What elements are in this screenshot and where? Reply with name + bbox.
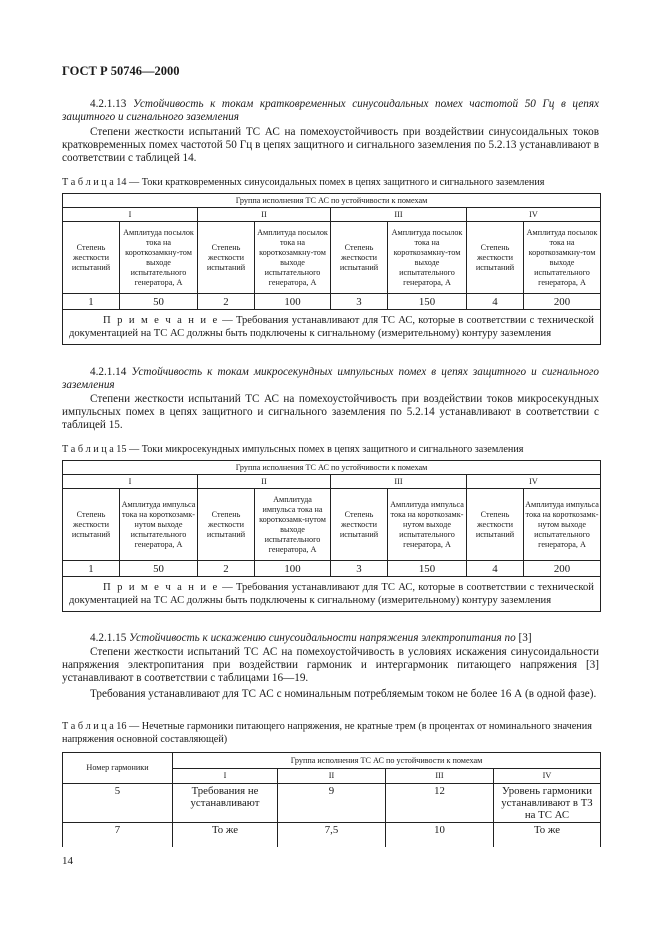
group-label: I [173, 769, 278, 784]
table-cell: Уровень гармоники устанавливают в ТЗ на ТС АС [494, 784, 601, 823]
table-cell: То же [173, 823, 278, 848]
section-4-2-1-13-body: Степени жесткости испытаний ТС АС на помехоустойчивость при воздействии синусоидальных токов кратковременных помех частотой 50 Гц в цепях защитного и сигнального заземления по 5.2.13 устанавливают в соответствии с таблицей 14. [62, 126, 599, 165]
column-header: Амплитуда посылок тока на короткозамкну-том выходе испытательного генератора, А [120, 222, 198, 294]
column-header: Амплитуда посылок тока на короткозамкну-том выходе испытательного генератора, А [255, 222, 331, 294]
table-cell: 4 [467, 294, 524, 310]
group-header: Группа исполнения ТС АС по устойчивости к помехам [63, 461, 601, 475]
group-header: Группа исполнения ТС АС по устойчивости к помехам [63, 194, 601, 208]
table-14 [62, 193, 601, 345]
section-4-2-1-15-body: Степени жесткости испытаний ТС АС на помехоустойчивость в условиях искажения синусоидальности напряжения электропитания при воздействии гармоник и интергармоник питающего напряжения [3] устанавливают в соответствии с таблицами 16—19. [62, 646, 599, 685]
group-label: III [331, 208, 467, 222]
group-header: Группа исполнения ТС АС по устойчивости к помехам [173, 753, 601, 769]
table-cell: 3 [331, 294, 388, 310]
table-16-clip [62, 752, 602, 847]
table-cell: 10 [386, 823, 494, 848]
section-title: Устойчивость к токам микросекундных импульсных помех в цепях защитного и сигнального заземления [62, 366, 599, 392]
section-title: Устойчивость к токам кратковременных синусоидальных помех частотой 50 Гц в цепях защитного и сигнального заземления [62, 98, 599, 124]
group-label: II [198, 208, 331, 222]
table-cell: 4 [467, 561, 524, 577]
table-cell: 2 [198, 561, 255, 577]
table-cell: 200 [524, 294, 601, 310]
column-header: Амплитуда импульса тока на короткозамк-нутом выходе испытательного генератора, А [255, 489, 331, 561]
column-header: Степень жесткости испытаний [63, 222, 120, 294]
column-header: Степень жесткости испытаний [63, 489, 120, 561]
column-header: Степень жесткости испытаний [331, 489, 388, 561]
group-label: II [278, 769, 386, 784]
column-header: Амплитуда посылок тока на короткозамкну-том выходе испытательного генератора, А [524, 222, 601, 294]
table-cell: 200 [524, 561, 601, 577]
table-cell: 50 [120, 294, 198, 310]
table-note: П р и м е ч а н и е — Требования устанавливают для ТС АС, которые в соответствии с технической документацией на ТС АС должны быть подключены к сигнальному (измерительному) контуру заземления [63, 577, 601, 612]
group-label: IV [467, 208, 601, 222]
table-cell: 150 [388, 561, 467, 577]
table-cell: 1 [63, 561, 120, 577]
table-note: П р и м е ч а н и е — Требования устанавливают для ТС АС, которые в соответствии с технической документацией на ТС АС должны быть подключены к сигнальному (измерительному) контуру заземления [63, 310, 601, 345]
group-label: IV [494, 769, 601, 784]
table-cell: 100 [255, 561, 331, 577]
table-cell: 50 [120, 561, 198, 577]
table-16-caption: Т а б л и ц а 16 — Нечетные гармоники питающего напряжения, не кратные трем (в процентах от номинального значения напряжения основной составляющей) [62, 721, 592, 745]
section-number: 4.2.1.15 [90, 632, 127, 644]
group-label: II [198, 475, 331, 489]
table-cell: 9 [278, 784, 386, 823]
table-cell: То же [494, 823, 601, 848]
table-cell: 150 [388, 294, 467, 310]
section-4-2-1-15-requirement: Требования устанавливают для ТС АС с номинальным потребляемым током не более 16 А (в одной фазе). [90, 688, 597, 700]
section-4-2-1-14-heading [62, 366, 599, 392]
table-cell: 5 [63, 784, 173, 823]
table-cell: 1 [63, 294, 120, 310]
group-label: III [386, 769, 494, 784]
standard-header: ГОСТ Р 50746—2000 [62, 64, 180, 78]
section-number: 4.2.1.13 [90, 98, 127, 110]
column-header: Амплитуда посылок тока на короткозамкну-том выходе испытательного генератора, А [388, 222, 467, 294]
table-cell: 12 [386, 784, 494, 823]
group-label: I [63, 475, 198, 489]
table-cell: 2 [198, 294, 255, 310]
column-header: Номер гармоники [63, 753, 173, 784]
column-header: Степень жесткости испытаний [467, 489, 524, 561]
column-header: Амплитуда импульса тока на короткозамк-нутом выходе испытательного генератора, А [388, 489, 467, 561]
page-number: 14 [62, 855, 73, 867]
table-15-caption: Т а б л и ц а 15 — Токи микросекундных импульсных помех в цепях защитного и сигнального заземления [62, 444, 524, 455]
reference: [3] [518, 632, 532, 644]
table-cell: 100 [255, 294, 331, 310]
table-cell: Требования не устанавливают [173, 784, 278, 823]
group-label: I [63, 208, 198, 222]
table-14-caption: Т а б л и ц а 14 — Токи кратковременных синусоидальных помех в цепях защитного и сигнального заземления [62, 177, 545, 188]
column-header: Степень жесткости испытаний [467, 222, 524, 294]
group-label: III [331, 475, 467, 489]
table-cell: 7 [63, 823, 173, 848]
table-cell: 7,5 [278, 823, 386, 848]
table-16 [62, 752, 601, 847]
column-header: Амплитуда импульса тока на короткозамк-нутом выходе испытательного генератора, А [120, 489, 198, 561]
section-4-2-1-15-heading [62, 632, 599, 645]
section-4-2-1-13-heading [62, 98, 599, 124]
section-title: Устойчивость к искажению синусоидальности напряжения электропитания по [129, 632, 516, 644]
section-number: 4.2.1.14 [90, 366, 127, 378]
column-header: Степень жесткости испытаний [198, 222, 255, 294]
group-label: IV [467, 475, 601, 489]
table-15 [62, 460, 601, 612]
column-header: Амплитуда импульса тока на короткозамк-нутом выходе испытательного генератора, А [524, 489, 601, 561]
column-header: Степень жесткости испытаний [331, 222, 388, 294]
column-header: Степень жесткости испытаний [198, 489, 255, 561]
section-4-2-1-14-body: Степени жесткости испытаний ТС АС на помехоустойчивость при воздействии токов микросекундных импульсных помех в цепях защитного и сигнального заземления по 5.2.14 устанавливают в соответствии с таблицей 15. [62, 393, 599, 432]
table-cell: 3 [331, 561, 388, 577]
